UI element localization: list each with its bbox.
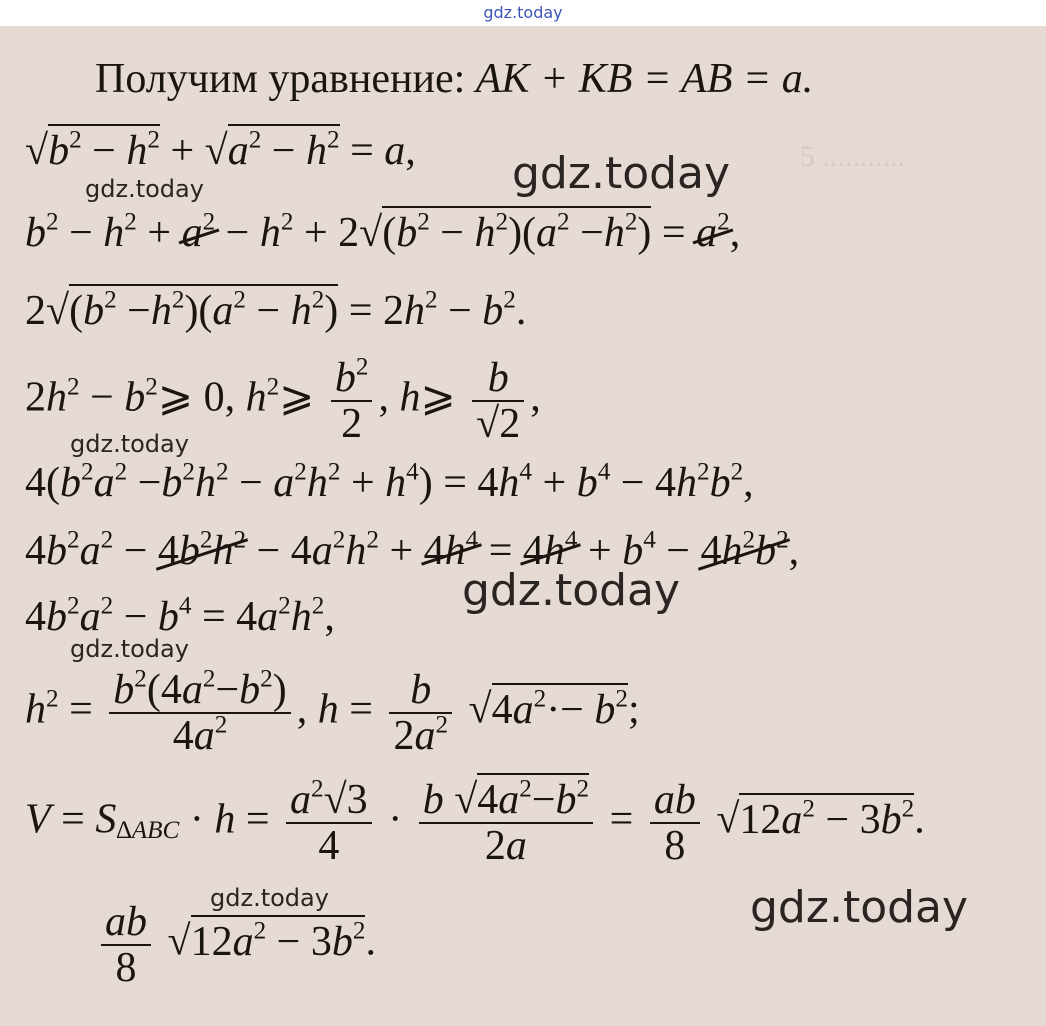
heading-text: Получим уравнение: bbox=[95, 56, 476, 102]
watermark-3: gdz.today bbox=[70, 430, 189, 458]
watermark-7: gdz.today bbox=[750, 882, 969, 933]
watermark-4: gdz.today bbox=[462, 565, 681, 616]
watermark-6: gdz.today bbox=[210, 884, 329, 912]
equation-line-8: $h^2$ = $\frac{b^2(4a^2-b^2)}{4a^2}$ , h = $\frac{b}{2a^2}$ $√4a^2\cdot- b^2$; bbox=[25, 665, 640, 760]
equation-line-9: $V = S_{\Delta ABC} \cdot h$ = $\frac{a^2√3}{4}$ · $\frac{b √4a^2-b^2}{2a}$ = $\frac{ab}{8}$ $√12a^2 - 3b^2$. bbox=[25, 778, 925, 868]
equation-line-3: $2√(b^2 -h^2)(a^2 - h^2) = 2h^2 - b^2$. bbox=[25, 290, 526, 332]
equation-line-1: $√b^2 - h^2 + √a^2 - h^2 = a$, bbox=[25, 130, 416, 172]
banner-watermark: gdz.today bbox=[483, 3, 563, 22]
watermark-1: gdz.today bbox=[512, 148, 731, 199]
equation-line-6: $4b^2a^2 - 4b^2h^2 - 4a^2h^2 + 4h^4 = 4h^4 + b^4 - 4h^2b^2$, bbox=[25, 526, 800, 574]
watermark-2: gdz.today bbox=[85, 175, 204, 203]
equation-line-10: $\frac{ab}{8}$ $√12a^2 - 3b^2$. bbox=[95, 900, 376, 990]
equation-line-4: $2h^2$ − $b^2⩾$ 0, $h^2⩾$ $\frac{b^2}{2}$ , h⩾ $\frac{b}{√2}$ , bbox=[25, 353, 541, 448]
heading-line bbox=[95, 58, 813, 100]
heading-formula: AK + KB = AB = a. bbox=[475, 56, 814, 102]
watermark-5: gdz.today bbox=[70, 635, 189, 663]
equation-line-5: $4(b^2a^2 -b^2h^2 - a^2h^2 + h^4) = 4h^4 + b^4 - 4h^2b^2$, bbox=[25, 458, 754, 506]
bleed-through-text: 5 ........... bbox=[800, 140, 905, 173]
equation-line-2: $b^2 - h^2 + a^2 - h^2 + 2√(b^2 - h^2)(a^2 -h^2) = a^2$, bbox=[25, 212, 740, 254]
top-banner bbox=[0, 0, 1046, 26]
equation-line-7: $4b^2a^2 - b^4 = 4a^2h^2$, bbox=[25, 592, 335, 640]
